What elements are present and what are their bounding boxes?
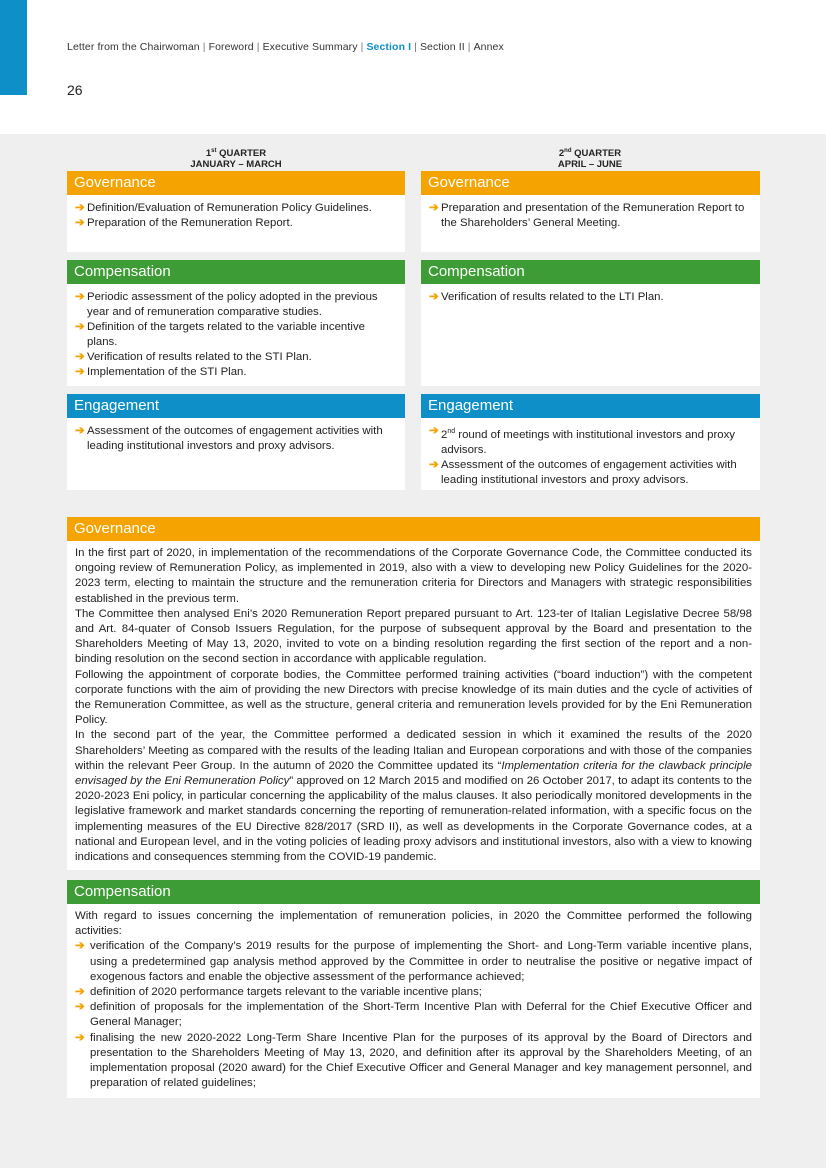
list-item: ➔ Definition of the targets related to the variable incentive plans.: [75, 321, 365, 348]
list-item: ➔ Implementation of the STI Plan.: [75, 366, 247, 378]
nav-annex-link[interactable]: Annex: [473, 41, 504, 53]
list-item: ➔ definition of proposals for the implementation of the Short-Term Incentive Plan with Deferral for the Chief Executive Officer and General Manager;: [75, 1001, 752, 1029]
governance-section-header: Governance: [67, 517, 760, 541]
arrow-right-icon: ➔: [75, 1001, 85, 1014]
q2-compensation-box: [421, 284, 760, 386]
q1-engagement-header: Engagement: [67, 394, 405, 418]
q1-engagement-box: [67, 418, 405, 490]
arrow-right-icon: ➔: [75, 217, 85, 229]
list-item: ➔ 2nd round of meetings with institutional investors and proxy advisors.: [429, 425, 735, 456]
q1-governance-box: [67, 195, 405, 252]
nav-foreword-link[interactable]: Foreword: [208, 41, 254, 53]
compensation-section-body: [67, 904, 760, 1098]
section-tab-marker: [0, 0, 27, 95]
arrow-right-icon: ➔: [429, 291, 439, 303]
nav-section-2-link[interactable]: Section II: [419, 41, 465, 53]
arrow-right-icon: ➔: [75, 291, 85, 303]
q1-compensation-box: [67, 284, 405, 386]
paragraph: With regard to issues concerning the implementation of remuneration policies, in 2020 the Committee performed the following activities:: [75, 910, 752, 938]
q2-engagement-header: Engagement: [421, 394, 760, 418]
list-item: ➔ Assessment of the outcomes of engagement activities with leading institutional investors and proxy advisors.: [429, 458, 737, 486]
arrow-right-icon: ➔: [75, 425, 85, 437]
list-item: ➔ verification of the Company’s 2019 results for the purpose of implementing the Short- and Long-Term variable incentive plans, using a predetermined gap analysis method approved by the Committee in order to neutralise the positive or negative impact of exogenous factors and enable the objective assessment of the performance achieved;: [75, 940, 752, 983]
list-item: ➔ Verification of results related to the LTI Plan.: [429, 291, 664, 303]
arrow-right-icon: ➔: [429, 202, 439, 214]
list-item: ➔ Preparation of the Remuneration Report.: [75, 217, 293, 229]
q2-engagement-box: [421, 418, 760, 490]
list-item: ➔ Definition/Evaluation of Remuneration Policy Guidelines.: [75, 202, 372, 214]
arrow-right-icon: ➔: [75, 940, 85, 953]
compensation-section-header: Compensation: [67, 880, 760, 904]
arrow-right-icon: ➔: [75, 366, 85, 378]
breadcrumb: Letter from the Chairwoman | Foreword | Executive Summary | Section I | Section II | Annex: [67, 41, 504, 53]
paragraph: In the first part of 2020, in implementation of the recommendations of the Corporate Governance Code, the Committee conducted its ongoing review of Remuneration Policy, as implemented in 2019, also with a view to developing new Policy Guidelines for the 2020-2023 term, electing to maintain the structure and the remuneration criteria for Directors and Managers with strategic responsibilities established in the previous term.: [75, 547, 752, 605]
list-item: ➔ Assessment of the outcomes of engagement activities with leading institutional investors and proxy advisors.: [75, 425, 383, 452]
quarter-1-heading: 1st QUARTER JANUARY – MARCH: [190, 148, 282, 171]
governance-section-body: [67, 541, 760, 870]
list-item: ➔ Periodic assessment of the policy adopted in the previous year and of remuneration comparative studies.: [75, 291, 378, 318]
quarter-2-heading: 2nd QUARTER APRIL – JUNE: [557, 148, 623, 171]
list-item: ➔ definition of 2020 performance targets relevant to the variable incentive plans;: [75, 985, 752, 1000]
q2-governance-header: Governance: [421, 171, 760, 195]
arrow-right-icon: ➔: [75, 1031, 85, 1044]
arrow-right-icon: ➔: [429, 458, 439, 471]
page-number: 26: [67, 82, 83, 98]
nav-letter-link[interactable]: Letter from the Chairwoman: [67, 41, 200, 53]
paragraph: Following the appointment of corporate bodies, the Committee performed training activities (“board induction”) with the competent corporate functions with the aim of providing the new Directors with precise knowledge of its main duties and the cycle of activities of the Remuneration Committee, as well as the structure, general criteria and remuneration levels provided for by the Eni Remuneration Policy.: [75, 668, 752, 727]
q1-governance-header: Governance: [67, 171, 405, 195]
arrow-right-icon: ➔: [75, 351, 85, 363]
q2-compensation-header: Compensation: [421, 260, 760, 284]
nav-executive-summary-link[interactable]: Executive Summary: [262, 41, 358, 53]
arrow-right-icon: ➔: [429, 425, 439, 437]
arrow-right-icon: ➔: [75, 986, 85, 999]
arrow-right-icon: ➔: [75, 321, 85, 333]
arrow-right-icon: ➔: [75, 202, 85, 214]
q2-governance-box: [421, 195, 760, 252]
paragraph: The Committee then analysed Eni’s 2020 Remuneration Report prepared pursuant to Art. 123-ter of Italian Legislative Decree 58/98 and Art. 84-quater of Consob Issuers Regulation, for the purpose of subsequent approval by the Board and presentation to the Shareholders Meeting of May 13, 2020, invited to vote on a binding resolution regarding the first section of the report and a non-binding resolution on the second section in accordance with applicable regulation.: [75, 607, 752, 666]
paragraph: In the second part of the year, the Committee performed a dedicated session in which it examined the results of the 2020 Shareholders’ Meeting as compared with the results of the leading Italian and European corporations and with those of the companies within the relevant Peer Group. In the autumn of 2020 the Committee updated its “Implementation criteria for the clawback principle envisaged by the Eni Remuneration Policy” approved on 12 March 2015 and modified on 26 October 2017, to adapt its contents to the 2020-2023 Eni policy, in particular concerning the applicability of the malus clauses. It also periodically monitored developments in the legislative framework and market standards concerning the reporting of remuneration-related information, with a specific focus on the implementing measures of the EU Directive 828/2017 (SRD II), as well as developments in the Corporate Governance codes, at a national and European level, and in the voting policies of leading proxy advisors and institutional investors, also with a view to knowing indications and consequences stemming from the COVID-19 pandemic.: [75, 729, 752, 864]
list-item: ➔ finalising the new 2020-2022 Long-Term Share Incentive Plan for the purposes of its approval by the Board of Directors and presentation to the Shareholders Meeting of May 13, 2020, and definition after its approval by the Shareholders Meeting, of an implementation proposal (2020 award) for the Chief Executive Officer and General Manager and key management personnel, and preparation of related guidelines;: [75, 1031, 752, 1090]
nav-section-1-link[interactable]: Section I: [366, 41, 412, 53]
q1-compensation-header: Compensation: [67, 260, 405, 284]
list-item: ➔ Verification of results related to the STI Plan.: [75, 351, 312, 363]
list-item: ➔ Preparation and presentation of the Remuneration Report to the Shareholders’ General Meeting.: [429, 202, 745, 229]
